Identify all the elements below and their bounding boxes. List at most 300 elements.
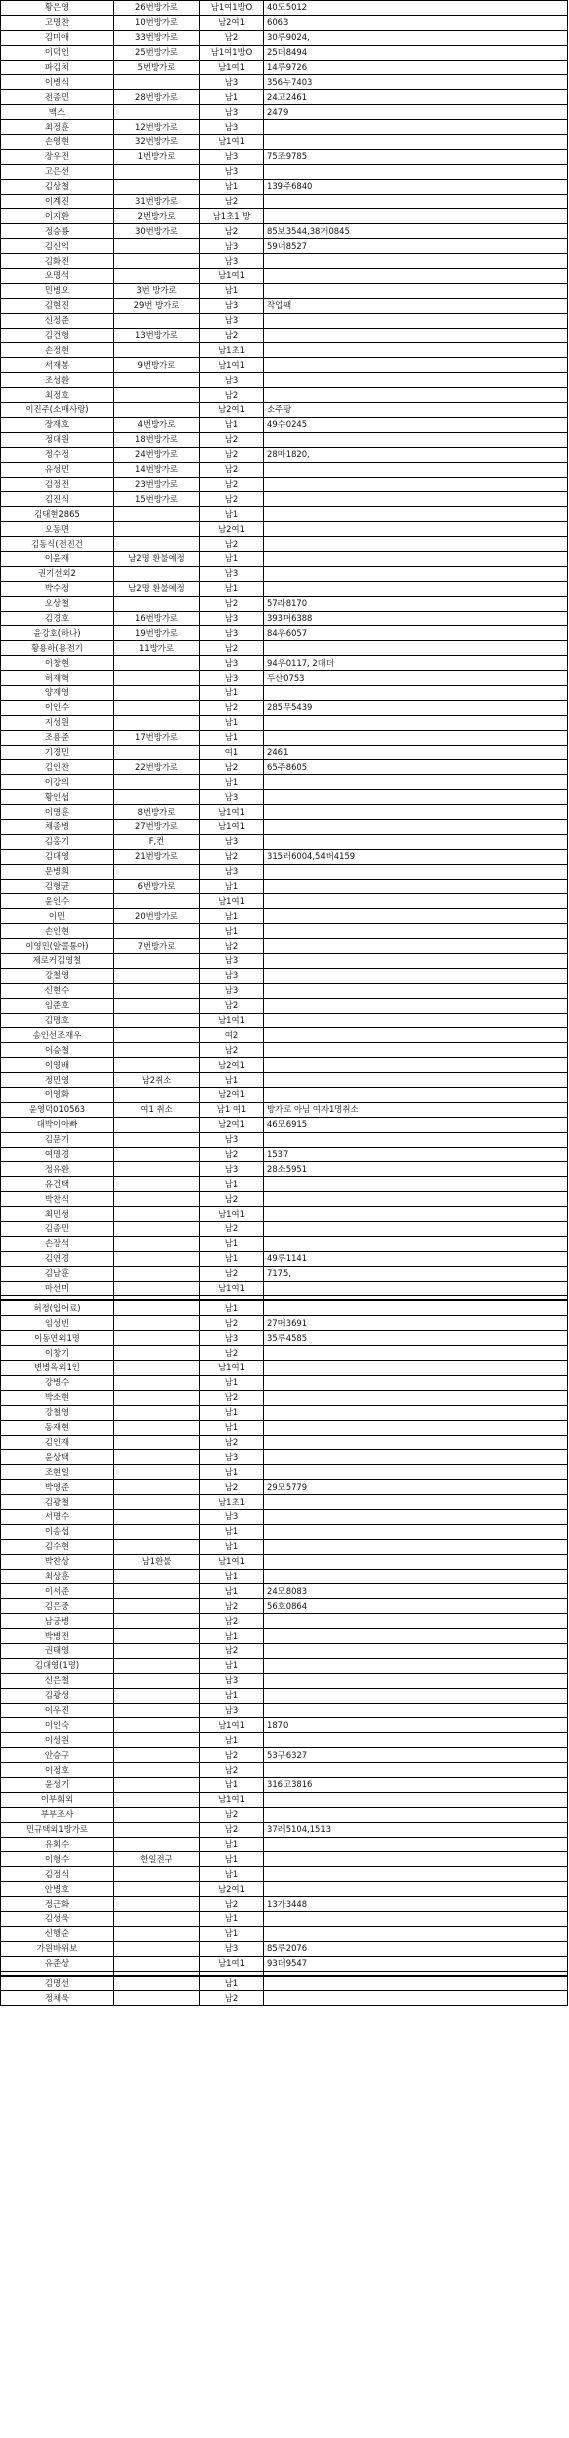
room-note-cell: [114, 775, 200, 790]
party-cell: 남1: [200, 1251, 264, 1266]
plate-note-cell: [264, 1073, 568, 1088]
table-row: [1, 15, 568, 30]
room-note-cell: [114, 1926, 200, 1941]
party-cell: 남1: [200, 685, 264, 700]
guest-name-cell: 정근화: [1, 1897, 114, 1912]
party-cell: 남1여1: [200, 1207, 264, 1222]
room-note-cell: 31번방가로: [114, 194, 200, 209]
room-note-cell: [114, 1643, 200, 1658]
table-row: [1, 968, 568, 983]
room-note-cell: [114, 343, 200, 358]
table-row: [1, 894, 568, 909]
room-note-cell: [114, 1177, 200, 1192]
table-row: [1, 656, 568, 671]
plate-note-cell: [264, 1792, 568, 1807]
guest-name-cell: 안병호: [1, 1882, 114, 1897]
plate-note-cell: 65주8605: [264, 760, 568, 775]
plate-note-cell: 작업팩: [264, 298, 568, 313]
party-cell: 남2: [200, 760, 264, 775]
table-row: [1, 1177, 568, 1192]
room-note-cell: [114, 522, 200, 537]
table-row: [1, 149, 568, 164]
plate-note-cell: [264, 1852, 568, 1867]
table-row: [1, 30, 568, 45]
table-row: [1, 1251, 568, 1266]
room-note-cell: [114, 983, 200, 998]
table-row: [1, 1043, 568, 1058]
plate-note-cell: [264, 1554, 568, 1569]
plate-note-cell: [264, 1222, 568, 1237]
table-row: [1, 1088, 568, 1103]
party-cell: 남3: [200, 1132, 264, 1147]
plate-note-cell: 14루9726: [264, 60, 568, 75]
table-row: [1, 1162, 568, 1177]
table-row: [1, 1614, 568, 1629]
guest-name-cell: 파김치: [1, 60, 114, 75]
table-row: [1, 775, 568, 790]
party-cell: 남2여1: [200, 15, 264, 30]
guest-name-cell: 권기선외2: [1, 566, 114, 581]
guest-name-cell: 최상훈: [1, 1569, 114, 1584]
table-row: [1, 849, 568, 864]
table-row: [1, 1435, 568, 1450]
party-cell: 남3: [200, 566, 264, 581]
plate-note-cell: [264, 1614, 568, 1629]
room-note-cell: 남2취소: [114, 1073, 200, 1088]
plate-note-cell: 35루4585: [264, 1331, 568, 1346]
room-note-cell: [114, 537, 200, 552]
plate-note-cell: [264, 507, 568, 522]
plate-note-cell: [264, 1703, 568, 1718]
party-cell: 남2여1: [200, 1117, 264, 1132]
reservation-table-body: [1, 1, 568, 2006]
plate-note-cell: [264, 283, 568, 298]
table-row: [1, 1643, 568, 1658]
room-note-cell: [114, 1658, 200, 1673]
guest-name-cell: 부부조사: [1, 1807, 114, 1822]
party-cell: 남2: [200, 998, 264, 1013]
room-note-cell: [114, 388, 200, 403]
guest-name-cell: 박수정: [1, 581, 114, 596]
table-row: [1, 135, 568, 150]
party-cell: 남1초1: [200, 343, 264, 358]
table-row: [1, 373, 568, 388]
plate-note-cell: [264, 1912, 568, 1927]
party-cell: 남1: [200, 909, 264, 924]
guest-name-cell: 임준호: [1, 998, 114, 1013]
guest-name-cell: 유회수: [1, 1837, 114, 1852]
plate-note-cell: [264, 968, 568, 983]
room-note-cell: 21번방가로: [114, 849, 200, 864]
room-note-cell: [114, 968, 200, 983]
party-cell: 남2: [200, 1346, 264, 1361]
room-note-cell: [114, 745, 200, 760]
party-cell: 남2여1: [200, 1088, 264, 1103]
table-row: [1, 1837, 568, 1852]
plate-note-cell: [264, 641, 568, 656]
table-row: [1, 1822, 568, 1837]
guest-name-cell: 임성빈: [1, 1316, 114, 1331]
table-row: [1, 432, 568, 447]
room-note-cell: [114, 1162, 200, 1177]
room-note-cell: 33번방가로: [114, 30, 200, 45]
plate-note-cell: [264, 1643, 568, 1658]
guest-name-cell: 황인섭: [1, 790, 114, 805]
guest-name-cell: 이계진: [1, 194, 114, 209]
table-row: [1, 730, 568, 745]
plate-note-cell: 6063: [264, 15, 568, 30]
party-cell: 남2: [200, 1763, 264, 1778]
party-cell: 남2여1: [200, 403, 264, 418]
room-note-cell: [114, 1837, 200, 1852]
plate-note-cell: [264, 1281, 568, 1296]
plate-note-cell: [264, 1539, 568, 1554]
table-row: [1, 1236, 568, 1251]
room-note-cell: [114, 1117, 200, 1132]
table-row: [1, 715, 568, 730]
guest-name-cell: 민규택외1방가로: [1, 1822, 114, 1837]
table-row: [1, 551, 568, 566]
party-cell: 남3: [200, 1941, 264, 1956]
guest-name-cell: 김인찬: [1, 760, 114, 775]
table-row: [1, 537, 568, 552]
party-cell: 남2: [200, 1643, 264, 1658]
party-cell: 남3: [200, 1331, 264, 1346]
room-note-cell: 남2명 환불예정: [114, 581, 200, 596]
guest-name-cell: 오동면: [1, 522, 114, 537]
table-row: [1, 954, 568, 969]
plate-note-cell: [264, 1390, 568, 1405]
room-note-cell: 25번방가로: [114, 45, 200, 60]
party-cell: 남2: [200, 1192, 264, 1207]
plate-note-cell: [264, 1509, 568, 1524]
guest-name-cell: 이성원: [1, 1733, 114, 1748]
table-row: [1, 1688, 568, 1703]
table-row: [1, 477, 568, 492]
party-cell: 남3: [200, 790, 264, 805]
party-cell: 남1: [200, 715, 264, 730]
guest-name-cell: 신정준: [1, 313, 114, 328]
room-note-cell: [114, 1028, 200, 1043]
room-note-cell: 24번방가로: [114, 447, 200, 462]
table-row: [1, 1763, 568, 1778]
guest-name-cell: 김종민: [1, 1222, 114, 1237]
party-cell: 남1여1: [200, 1956, 264, 1971]
table-row: [1, 1480, 568, 1495]
party-cell: 남1: [200, 581, 264, 596]
plate-note-cell: [264, 1733, 568, 1748]
table-row: [1, 105, 568, 120]
plate-note-cell: [264, 1236, 568, 1251]
guest-name-cell: 조성환: [1, 373, 114, 388]
guest-name-cell: 안승구: [1, 1748, 114, 1763]
room-note-cell: [114, 75, 200, 90]
guest-name-cell: 이명훈: [1, 805, 114, 820]
party-cell: 남2: [200, 1822, 264, 1837]
plate-note-cell: [264, 373, 568, 388]
plate-note-cell: [264, 254, 568, 269]
table-row: [1, 790, 568, 805]
room-note-cell: [114, 894, 200, 909]
guest-name-cell: 박찬식: [1, 1192, 114, 1207]
table-row: [1, 1390, 568, 1405]
party-cell: 남2여1: [200, 1882, 264, 1897]
table-row: [1, 1132, 568, 1147]
guest-name-cell: 채종병: [1, 819, 114, 834]
room-note-cell: [114, 1867, 200, 1882]
plate-note-cell: [264, 1926, 568, 1941]
room-note-cell: 29번 방가로: [114, 298, 200, 313]
room-note-cell: 20번방가로: [114, 909, 200, 924]
room-note-cell: 14번방가로: [114, 462, 200, 477]
guest-name-cell: 이형수: [1, 1852, 114, 1867]
room-note-cell: [114, 313, 200, 328]
guest-name-cell: 김건형: [1, 328, 114, 343]
party-cell: 남1: [200, 1926, 264, 1941]
table-row: [1, 1450, 568, 1465]
party-cell: 남1: [200, 1539, 264, 1554]
guest-name-cell: 이동연외1명: [1, 1331, 114, 1346]
table-row: [1, 685, 568, 700]
plate-note-cell: [264, 120, 568, 135]
party-cell: 남3: [200, 239, 264, 254]
table-row: [1, 1375, 568, 1390]
room-note-cell: [114, 700, 200, 715]
party-cell: 남2: [200, 641, 264, 656]
table-row: [1, 1658, 568, 1673]
room-note-cell: 4번방가로: [114, 417, 200, 432]
guest-name-cell: 전종민: [1, 90, 114, 105]
table-row: [1, 1331, 568, 1346]
party-cell: 남1: [200, 1524, 264, 1539]
guest-name-cell: 김화진: [1, 254, 114, 269]
party-cell: 남1: [200, 179, 264, 194]
guest-name-cell: 서재봉: [1, 358, 114, 373]
guest-name-cell: 황은영: [1, 1, 114, 16]
plate-note-cell: [264, 581, 568, 596]
guest-name-cell: 이병식: [1, 75, 114, 90]
party-cell: 남1: [200, 1777, 264, 1792]
party-cell: 남2: [200, 447, 264, 462]
guest-name-cell: 김홍기: [1, 834, 114, 849]
plate-note-cell: [264, 819, 568, 834]
guest-name-cell: 송인선조재우: [1, 1028, 114, 1043]
room-note-cell: [114, 1524, 200, 1539]
guest-name-cell: 손정현: [1, 343, 114, 358]
guest-name-cell: 김남훈: [1, 1266, 114, 1281]
table-row: [1, 805, 568, 820]
table-row: [1, 1703, 568, 1718]
plate-note-cell: 방가로 아님 여자1명취소: [264, 1102, 568, 1117]
plate-note-cell: [264, 1043, 568, 1058]
party-cell: 남2: [200, 477, 264, 492]
room-note-cell: [114, 1718, 200, 1733]
guest-name-cell: 손인현: [1, 924, 114, 939]
guest-name-cell: 이송섭: [1, 1524, 114, 1539]
guest-name-cell: 이서준: [1, 1584, 114, 1599]
table-row: [1, 1266, 568, 1281]
plate-note-cell: 두산0753: [264, 671, 568, 686]
table-row: [1, 1718, 568, 1733]
table-row: [1, 462, 568, 477]
plate-note-cell: 53구6327: [264, 1748, 568, 1763]
party-cell: 남2: [200, 1043, 264, 1058]
plate-note-cell: 94우0117, 2대더: [264, 656, 568, 671]
plate-note-cell: [264, 164, 568, 179]
room-note-cell: [114, 1956, 200, 1971]
guest-name-cell: 김명선: [1, 1976, 114, 1991]
party-cell: 남2: [200, 700, 264, 715]
table-row: [1, 879, 568, 894]
room-note-cell: [114, 1912, 200, 1927]
party-cell: 남1여1: [200, 1361, 264, 1376]
room-note-cell: [114, 1733, 200, 1748]
party-cell: 남2: [200, 939, 264, 954]
table-row: [1, 834, 568, 849]
plate-note-cell: [264, 685, 568, 700]
room-note-cell: 6번방가로: [114, 879, 200, 894]
guest-name-cell: 고명찬: [1, 15, 114, 30]
table-row: [1, 1882, 568, 1897]
table-row: [1, 1539, 568, 1554]
party-cell: 남1: [200, 1912, 264, 1927]
plate-note-cell: [264, 1192, 568, 1207]
guest-name-cell: 기경민: [1, 745, 114, 760]
plate-note-cell: [264, 1450, 568, 1465]
table-row: [1, 1673, 568, 1688]
plate-note-cell: 소주팡: [264, 403, 568, 418]
guest-name-cell: 김대영(1명): [1, 1658, 114, 1673]
guest-name-cell: 강철영: [1, 968, 114, 983]
guest-name-cell: 최정훈: [1, 120, 114, 135]
room-note-cell: 8번방가로: [114, 805, 200, 820]
party-cell: 남3: [200, 864, 264, 879]
table-row: [1, 1420, 568, 1435]
party-cell: 남1: [200, 507, 264, 522]
guest-name-cell: 이진주(소매사랑): [1, 403, 114, 418]
party-cell: 남3: [200, 254, 264, 269]
plate-note-cell: 2461: [264, 745, 568, 760]
plate-note-cell: [264, 313, 568, 328]
table-row: [1, 596, 568, 611]
plate-note-cell: [264, 775, 568, 790]
room-note-cell: [114, 1435, 200, 1450]
room-note-cell: [114, 1584, 200, 1599]
room-note-cell: [114, 254, 200, 269]
plate-note-cell: [264, 1837, 568, 1852]
guest-name-cell: 강철영: [1, 1405, 114, 1420]
guest-name-cell: 김수현: [1, 1539, 114, 1554]
room-note-cell: [114, 1361, 200, 1376]
party-cell: 남2: [200, 1599, 264, 1614]
party-cell: 남3: [200, 968, 264, 983]
room-note-cell: [114, 1629, 200, 1644]
room-note-cell: [114, 864, 200, 879]
room-note-cell: [114, 1375, 200, 1390]
guest-name-cell: 김광성: [1, 1688, 114, 1703]
party-cell: 남1여1: [200, 805, 264, 820]
plate-note-cell: [264, 209, 568, 224]
room-note-cell: 26번방가로: [114, 1, 200, 16]
party-cell: 남2: [200, 328, 264, 343]
guest-name-cell: 김문기: [1, 1132, 114, 1147]
plate-note-cell: 30루9024,: [264, 30, 568, 45]
plate-note-cell: 315러6004,54버4159: [264, 849, 568, 864]
plate-note-cell: 56호0864: [264, 1599, 568, 1614]
room-note-cell: 남2명 환불예정: [114, 551, 200, 566]
plate-note-cell: [264, 1013, 568, 1028]
plate-note-cell: [264, 998, 568, 1013]
table-row: [1, 447, 568, 462]
plate-note-cell: [264, 1673, 568, 1688]
guest-name-cell: 김명호: [1, 1013, 114, 1028]
party-cell: 남2: [200, 492, 264, 507]
guest-name-cell: 박찬상: [1, 1554, 114, 1569]
plate-note-cell: [264, 566, 568, 581]
guest-name-cell: 황용하(용전기: [1, 641, 114, 656]
party-cell: 남1: [200, 1837, 264, 1852]
guest-name-cell: 이영민(알콜통아): [1, 939, 114, 954]
table-row: [1, 581, 568, 596]
party-cell: 남2: [200, 1748, 264, 1763]
table-row: [1, 75, 568, 90]
room-note-cell: 한일전구: [114, 1852, 200, 1867]
room-note-cell: 18번방가로: [114, 432, 200, 447]
room-note-cell: [114, 790, 200, 805]
guest-name-cell: 조현일: [1, 1465, 114, 1480]
party-cell: 남3: [200, 105, 264, 120]
room-note-cell: 5번방가로: [114, 60, 200, 75]
plate-note-cell: [264, 1346, 568, 1361]
guest-name-cell: 오상철: [1, 596, 114, 611]
party-cell: 남2: [200, 1147, 264, 1162]
party-cell: 남1: [200, 879, 264, 894]
party-cell: 여2: [200, 1028, 264, 1043]
party-cell: 남1초1: [200, 1495, 264, 1510]
party-cell: 남2: [200, 1316, 264, 1331]
plate-note-cell: [264, 1976, 568, 1991]
party-cell: 남1: [200, 551, 264, 566]
room-note-cell: 1번방가로: [114, 149, 200, 164]
table-row: [1, 626, 568, 641]
table-row: [1, 1117, 568, 1132]
guest-name-cell: 윤성기: [1, 1777, 114, 1792]
guest-name-cell: 김광철: [1, 1495, 114, 1510]
party-cell: 남1: [200, 1405, 264, 1420]
party-cell: 남3: [200, 164, 264, 179]
room-note-cell: [114, 1192, 200, 1207]
party-cell: 남1: [200, 775, 264, 790]
room-note-cell: 32번방가로: [114, 135, 200, 150]
room-note-cell: [114, 1941, 200, 1956]
room-note-cell: 19번방가로: [114, 626, 200, 641]
table-row: [1, 864, 568, 879]
plate-note-cell: [264, 1028, 568, 1043]
table-row: [1, 1629, 568, 1644]
party-cell: 남2: [200, 1614, 264, 1629]
table-row: [1, 492, 568, 507]
plate-note-cell: 49수0245: [264, 417, 568, 432]
table-row: [1, 1509, 568, 1524]
plate-note-cell: [264, 1569, 568, 1584]
plate-note-cell: [264, 194, 568, 209]
room-note-cell: [114, 1763, 200, 1778]
party-cell: 남3: [200, 1450, 264, 1465]
table-row: [1, 819, 568, 834]
plate-note-cell: [264, 388, 568, 403]
table-row: [1, 224, 568, 239]
party-cell: 남1여1: [200, 1554, 264, 1569]
